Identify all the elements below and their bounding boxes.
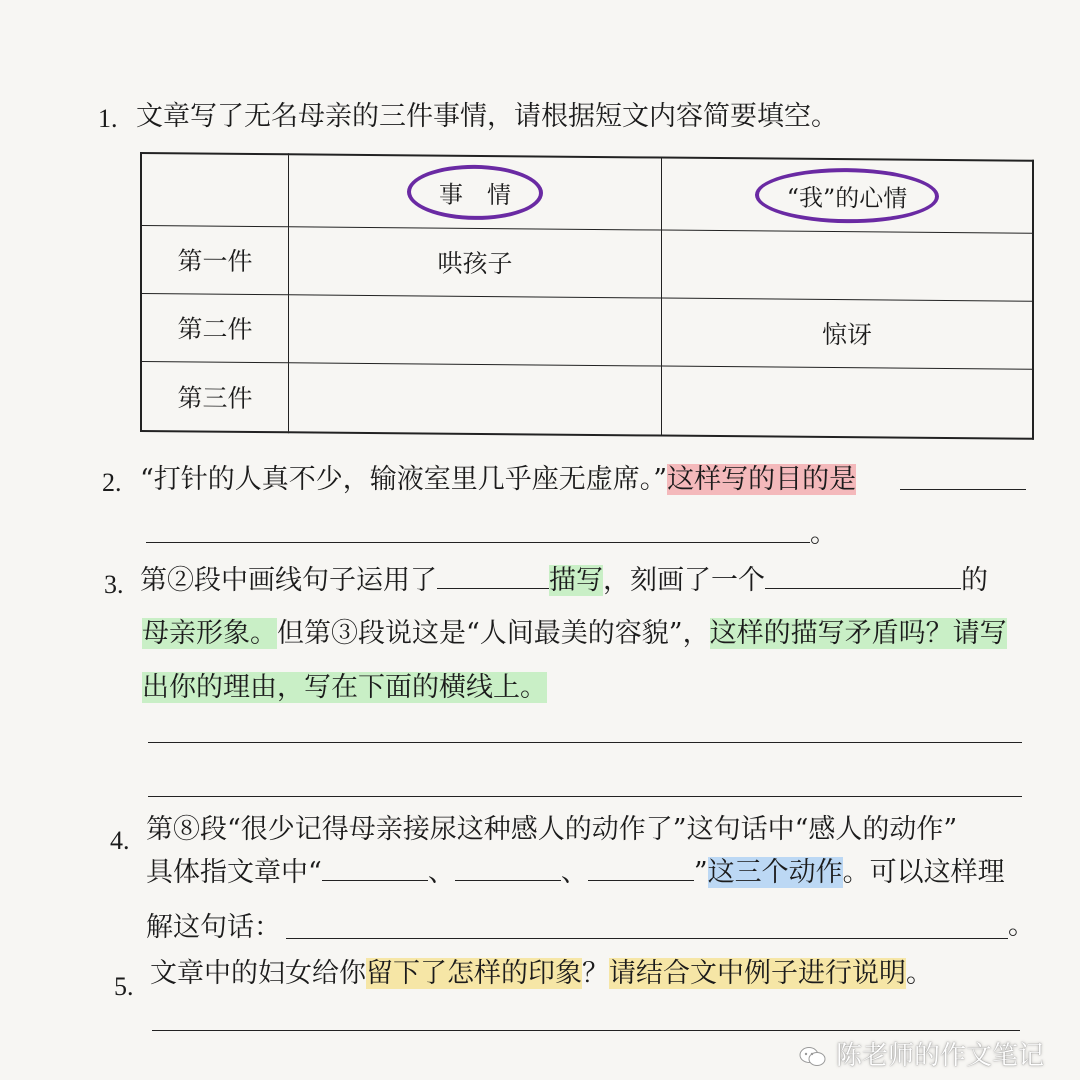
- question-3-highlight-4: 出你的理由，写在下面的横线上。: [142, 672, 547, 703]
- answer-blank[interactable]: [765, 566, 961, 589]
- question-5-line: [150, 960, 933, 987]
- question-4-end: 。: [1008, 910, 1035, 941]
- watermark-text: 陈老师的作文笔记: [835, 1041, 1044, 1071]
- question-3-number: 3.: [104, 570, 124, 599]
- question-4-line2-c: 。可以这样理: [842, 857, 1005, 888]
- question-5-part2: ？: [582, 958, 609, 989]
- answer-line[interactable]: [148, 742, 1022, 743]
- question-4-line2-b: ”: [693, 857, 708, 888]
- question-1-number: 1.: [98, 104, 118, 133]
- event-cell[interactable]: [289, 294, 662, 365]
- question-3-part4: 但第③段说这是“人间最美的容貌”，: [277, 618, 710, 649]
- question-2-quote: “打针的人真不少，输液室里几乎座无虚席。”: [140, 464, 668, 495]
- question-3-part3: 的: [961, 565, 988, 596]
- question-4-separator: 、: [427, 857, 455, 888]
- question-2-end: 。: [810, 518, 837, 549]
- table-corner-cell: [141, 153, 289, 226]
- answer-line[interactable]: [152, 1030, 1020, 1031]
- mood-cell[interactable]: 惊讶: [662, 298, 1034, 369]
- table-row: [141, 293, 1033, 369]
- question-2-highlight: 这样写的目的是: [667, 464, 857, 495]
- mood-cell[interactable]: [662, 366, 1034, 439]
- question-4-number: 4.: [110, 826, 130, 855]
- answer-blank[interactable]: [455, 858, 561, 881]
- row-label: 第三件: [141, 361, 289, 432]
- question-3-line-3: [142, 674, 547, 701]
- question-4-line-3: 解这句话：: [146, 912, 281, 943]
- answer-line[interactable]: [148, 796, 1022, 797]
- question-3-line-2: [142, 620, 1007, 647]
- row-label: 第二件: [141, 293, 289, 362]
- question-4-line-1: 第⑧段“很少记得母亲接尿这种感人的动作了”这句话中“感人的动作”: [146, 814, 958, 845]
- answer-line[interactable]: [286, 938, 1008, 939]
- question-3-highlight-1: 描写: [549, 565, 603, 596]
- question-3-line-1: [140, 566, 988, 594]
- header-event-label: 事 情: [407, 164, 543, 220]
- event-cell[interactable]: 哄孩子: [289, 226, 662, 297]
- watermark: [798, 1035, 1044, 1072]
- question-5-part3: 。: [906, 958, 933, 989]
- question-3-highlight-3: 这样的描写矛盾吗？请写: [709, 618, 1007, 649]
- mood-cell[interactable]: [662, 230, 1034, 301]
- question-3-part2: ，刻画了一个: [603, 565, 765, 596]
- header-mood-label: “我”的心情: [755, 167, 940, 224]
- header-event-cell: [289, 154, 662, 229]
- question-3-part1: 第②段中画线句子运用了: [140, 565, 437, 596]
- question-1-table: [140, 152, 1034, 440]
- question-4-separator: 、: [560, 857, 588, 888]
- question-1-text: 文章写了无名母亲的三件事情，请根据短文内容简要填空。: [136, 101, 838, 132]
- question-5-highlight-1: 留下了怎样的印象: [366, 958, 582, 989]
- question-5-number: 5.: [114, 972, 134, 1001]
- question-4-line2-a: 具体指文章中“: [146, 857, 322, 888]
- question-4-line-2: [146, 858, 1005, 886]
- table-row: [141, 361, 1033, 439]
- question-2-line: [140, 466, 856, 493]
- question-5-highlight-2: 请结合文中例子进行说明: [609, 958, 906, 989]
- question-3-highlight-2: 母亲形象。: [142, 618, 277, 649]
- answer-line[interactable]: [900, 489, 1026, 490]
- table-header-row: [141, 153, 1033, 233]
- answer-blank[interactable]: [588, 858, 694, 881]
- answer-blank[interactable]: [322, 858, 428, 881]
- question-4-highlight: 这三个动作: [707, 857, 843, 888]
- answer-blank[interactable]: [437, 566, 549, 589]
- row-label: 第一件: [141, 225, 289, 294]
- question-5-part1: 文章中的妇女给你: [150, 958, 366, 989]
- question-2-number: 2.: [102, 468, 122, 497]
- event-cell[interactable]: [289, 362, 662, 435]
- answer-line[interactable]: [146, 542, 810, 543]
- wechat-icon: [798, 1045, 828, 1069]
- table-row: [141, 225, 1033, 301]
- header-mood-cell: [662, 158, 1034, 233]
